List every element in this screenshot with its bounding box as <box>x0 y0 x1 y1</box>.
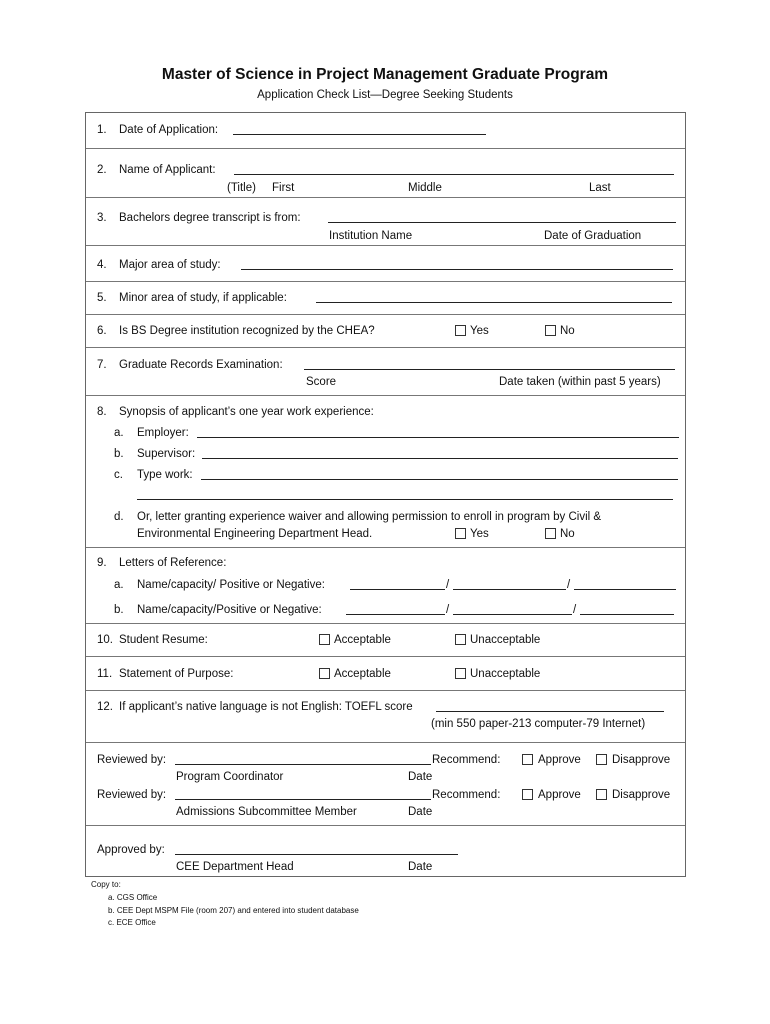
reviewer-1-approve-checkbox[interactable] <box>522 754 533 765</box>
date-of-graduation-caption: Date of Graduation <box>544 230 642 242</box>
toefl-label: If applicant’s native language is not English: TOEFL score <box>119 701 413 713</box>
transcript-label: Bachelors degree transcript is from: <box>119 212 301 224</box>
name-first-caption: First <box>272 182 295 194</box>
item-8-row <box>86 395 685 548</box>
item-11-row <box>86 656 685 691</box>
department-head-caption: CEE Department Head <box>176 861 294 873</box>
disapprove-label: Disapprove <box>612 789 671 801</box>
copy-to-item: c. ECE Office <box>108 918 156 927</box>
supervisor-label: Supervisor: <box>137 448 196 460</box>
gre-label: Graduate Records Examination: <box>119 359 283 371</box>
reference-b-capacity-field[interactable] <box>453 614 572 615</box>
type-work-field[interactable] <box>201 479 678 480</box>
item-number: 7. <box>97 359 107 371</box>
resume-acceptable-label: Acceptable <box>334 634 391 646</box>
item-2-row <box>86 148 685 198</box>
date-caption: Date <box>408 771 433 783</box>
date-caption: Date <box>408 861 433 873</box>
item-3-row <box>86 197 685 246</box>
waiver-no-label: No <box>560 528 575 540</box>
disapprove-label: Disapprove <box>612 754 671 766</box>
item-10-row <box>86 623 685 657</box>
gre-field[interactable] <box>304 369 675 370</box>
reviewed-by-label: Reviewed by: <box>97 789 167 801</box>
chea-question-label: Is BS Degree institution recognized by the CHEA? <box>119 325 375 337</box>
waiver-yes-label: Yes <box>470 528 489 540</box>
reference-a-slash: / <box>446 579 450 591</box>
sub-letter: c. <box>114 469 123 481</box>
item-number: 3. <box>97 212 107 224</box>
item-number: 4. <box>97 259 107 271</box>
student-resume-label: Student Resume: <box>119 634 208 646</box>
chea-yes-label: Yes <box>470 325 489 337</box>
employer-field[interactable] <box>197 437 679 438</box>
resume-unacceptable-label: Unacceptable <box>470 634 541 646</box>
supervisor-field[interactable] <box>202 458 678 459</box>
item-1-row <box>86 113 685 149</box>
reference-b-rating-field[interactable] <box>580 614 674 615</box>
resume-unacceptable-checkbox[interactable] <box>455 634 466 645</box>
reviewed-by-label: Reviewed by: <box>97 754 167 766</box>
item-4-row <box>86 245 685 282</box>
type-work-field-continued[interactable] <box>137 499 673 500</box>
waiver-no-checkbox[interactable] <box>545 528 556 539</box>
program-coordinator-caption: Program Coordinator <box>176 771 284 783</box>
review-section <box>86 742 685 826</box>
name-middle-caption: Middle <box>408 182 442 194</box>
purpose-acceptable-label: Acceptable <box>334 668 391 680</box>
item-6-row <box>86 314 685 348</box>
reviewer-1-signature-field[interactable] <box>175 764 431 765</box>
item-number: 11. <box>97 668 113 680</box>
approved-by-label: Approved by: <box>97 844 165 856</box>
item-number: 2. <box>97 164 107 176</box>
item-number: 8. <box>97 406 107 418</box>
item-5-row <box>86 281 685 315</box>
recommend-label: Recommend: <box>432 789 501 801</box>
name-title-caption: (Title) <box>227 182 256 194</box>
item-9-row <box>86 547 685 624</box>
toefl-score-field[interactable] <box>436 711 664 712</box>
transcript-field[interactable] <box>328 222 676 223</box>
major-area-field[interactable] <box>241 269 673 270</box>
sub-letter: d. <box>114 511 124 523</box>
reviewer-2-approve-checkbox[interactable] <box>522 789 533 800</box>
form-title: Master of Science in Project Management Graduate Program <box>161 66 609 83</box>
work-experience-label: Synopsis of applicant’s one year work experience: <box>119 406 374 418</box>
copy-to-item: b. CEE Dept MSPM File (room 207) and entered into student database <box>108 906 359 915</box>
item-number: 9. <box>97 557 107 569</box>
name-of-applicant-label: Name of Applicant: <box>119 164 216 176</box>
approve-label: Approve <box>538 754 581 766</box>
approve-label: Approve <box>538 789 581 801</box>
name-of-applicant-field[interactable] <box>234 174 674 175</box>
sub-letter: b. <box>114 604 124 616</box>
sub-letter: b. <box>114 448 124 460</box>
date-of-application-field[interactable] <box>233 134 486 135</box>
reference-b-label: Name/capacity/Positive or Negative: <box>137 604 322 616</box>
reference-b-name-field[interactable] <box>346 614 445 615</box>
item-7-row <box>86 347 685 396</box>
institution-name-caption: Institution Name <box>329 230 413 242</box>
employer-label: Employer: <box>137 427 189 439</box>
purpose-acceptable-checkbox[interactable] <box>319 668 330 679</box>
toefl-minimum-note: (min 550 paper-213 computer-79 Internet) <box>431 718 646 730</box>
item-number: 12. <box>97 701 113 713</box>
date-of-application-label: Date of Application: <box>119 124 219 136</box>
recommend-label: Recommend: <box>432 754 501 766</box>
chea-no-checkbox[interactable] <box>545 325 556 336</box>
copy-to-heading: Copy to: <box>91 880 121 889</box>
sub-letter: a. <box>114 579 124 591</box>
item-number: 1. <box>97 124 107 136</box>
statement-of-purpose-label: Statement of Purpose: <box>119 668 234 680</box>
checklist-form <box>85 112 686 877</box>
reference-b-slash: / <box>573 604 577 616</box>
purpose-unacceptable-label: Unacceptable <box>470 668 541 680</box>
reference-a-label: Name/capacity/ Positive or Negative: <box>137 579 325 591</box>
minor-area-field[interactable] <box>316 302 672 303</box>
reviewer-2-signature-field[interactable] <box>175 799 431 800</box>
reference-a-rating-field[interactable] <box>574 589 676 590</box>
major-area-label: Major area of study: <box>119 259 221 271</box>
purpose-unacceptable-checkbox[interactable] <box>455 668 466 679</box>
item-number: 5. <box>97 292 107 304</box>
approver-signature-field[interactable] <box>175 854 458 855</box>
resume-acceptable-checkbox[interactable] <box>319 634 330 645</box>
reviewer-1-disapprove-checkbox[interactable] <box>596 754 607 765</box>
reference-a-slash: / <box>567 579 571 591</box>
experience-waiver-text: Or, letter granting experience waiver and allowing permission to enroll in program by Civil & <box>137 511 602 523</box>
subcommittee-member-caption: Admissions Subcommittee Member <box>176 806 357 818</box>
experience-waiver-text-2: Environmental Engineering Department Head. <box>137 528 373 540</box>
name-last-caption: Last <box>589 182 611 194</box>
chea-yes-checkbox[interactable] <box>455 325 466 336</box>
form-subtitle: Application Check List—Degree Seeking Students <box>257 89 513 101</box>
reference-b-slash: / <box>446 604 450 616</box>
reference-a-name-field[interactable] <box>350 589 445 590</box>
reviewer-2-disapprove-checkbox[interactable] <box>596 789 607 800</box>
gre-score-caption: Score <box>306 376 337 388</box>
waiver-yes-checkbox[interactable] <box>455 528 466 539</box>
copy-to-item: a. CGS Office <box>108 893 158 902</box>
item-number: 10. <box>97 634 113 646</box>
approval-section <box>86 825 685 878</box>
date-caption: Date <box>408 806 433 818</box>
letters-of-reference-label: Letters of Reference: <box>119 557 227 569</box>
gre-date-caption: Date taken (within past 5 years) <box>499 376 661 388</box>
item-12-row <box>86 690 685 743</box>
type-work-label: Type work: <box>137 469 193 481</box>
minor-area-label: Minor area of study, if applicable: <box>119 292 287 304</box>
item-number: 6. <box>97 325 107 337</box>
chea-no-label: No <box>560 325 575 337</box>
reference-a-capacity-field[interactable] <box>453 589 566 590</box>
sub-letter: a. <box>114 427 124 439</box>
